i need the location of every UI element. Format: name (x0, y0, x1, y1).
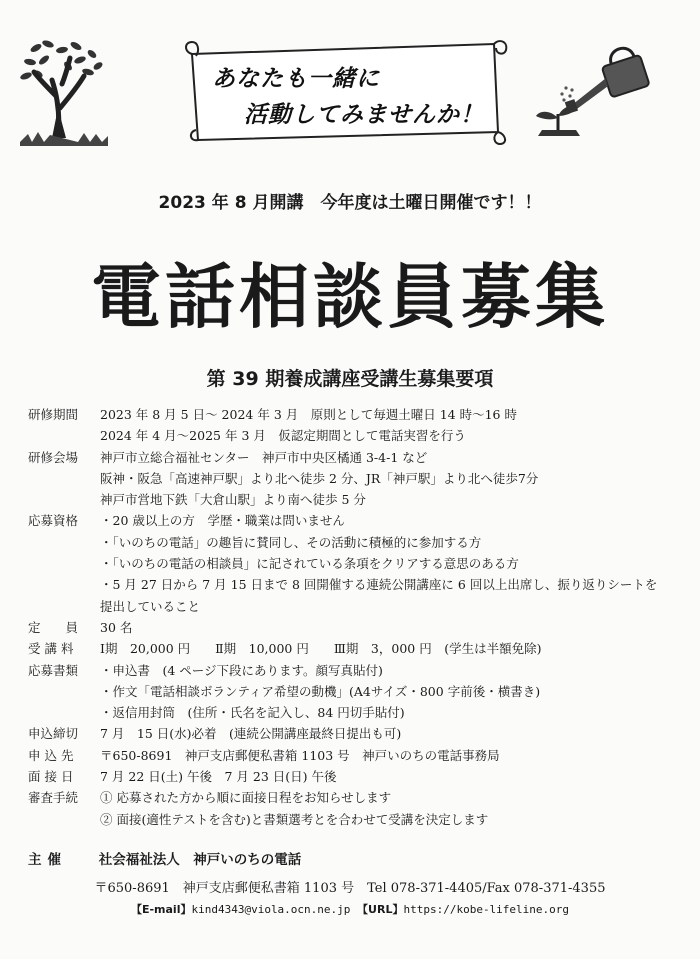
address-line: 〒650-8691 神戸支店郵便私書箱 1103 号 Tel 078-371-4405/Fax 078-371-4355 (94, 881, 606, 896)
detail-value (100, 638, 688, 659)
detail-line: 30 名 (100, 619, 133, 635)
detail-line: ① 応募された方から順に面接日程をお知らせします (100, 790, 392, 806)
detail-label: 研修会場 (28, 449, 79, 465)
watering-can-sprout-icon (530, 38, 660, 138)
main-title: 電話相談員募集 (91, 256, 609, 338)
section-heading: 第 39 期養成講座受講生募集要項 (206, 368, 494, 390)
detail-row (28, 660, 688, 724)
detail-value (100, 787, 688, 830)
detail-line: 提出していること (100, 598, 201, 614)
detail-value (100, 447, 688, 511)
organizer-name: 社会福祉法人 神戸いのちの電話 (98, 852, 302, 868)
detail-row (28, 723, 688, 744)
banner-line-2: 活動してみませんか！ (244, 102, 484, 128)
detail-label: 審査手続 (28, 790, 79, 806)
detail-row (28, 510, 688, 616)
detail-line: ・作文「電話相談ボランティア希望の動機」(A4サイズ・800 字前後・横書き) (100, 683, 541, 699)
detail-value (100, 745, 688, 766)
detail-line: ・申込書 (4 ページ下段にあります。顔写真貼付) (100, 662, 383, 678)
tree-illustration-icon (18, 38, 110, 148)
detail-label: 研修期間 (28, 407, 79, 422)
detail-line: 〒650-8691 神戸支店郵便私書箱 1103 号 神戸いのちの電話事務局 (100, 747, 500, 763)
detail-line: ・「いのちの電話の相談員」に記されている条項をクリアする意思のある方 (100, 556, 519, 572)
detail-value (100, 660, 688, 724)
subtitle: 2023 年 8 月開講 今年度は土曜日開催です！！ (158, 193, 542, 213)
detail-label: 申 込 先 (28, 747, 74, 763)
detail-line: 2024 年 4 月～2025 年 3 月 仮認定期間として電話実習を行う (100, 428, 466, 444)
detail-line: 神戸市立総合福祉センター 神戸市中央区橘通 3-4-1 など (100, 449, 428, 465)
email-address[interactable]: kind4343@viola.ocn.ne.jp (191, 903, 351, 916)
detail-line: ・5 月 27 日から 7 月 15 日まで 8 回開催する連続公開講座に 6 回以上出席し、振り返りシートを (100, 577, 658, 593)
detail-label: 応募書類 (28, 662, 79, 678)
detail-line: 阪神・阪急「高速神戸駅」より北へ徒歩 2 分、JR「神戸駅」より北へ徒歩7分 (100, 470, 539, 486)
detail-label: 受 講 料 (28, 641, 74, 657)
detail-value (100, 617, 688, 638)
detail-row (28, 787, 688, 830)
detail-label: 申込締切 (28, 726, 79, 742)
detail-row (28, 638, 688, 659)
banner-line-1: あなたも一緒に (212, 66, 380, 92)
detail-line: ・20 歳以上の方 学歴・職業は問いません (100, 513, 345, 529)
detail-line: 7 月 15 日(水)必着 (連続公開講座最終日提出も可) (100, 726, 402, 742)
detail-line: ② 面接(適性テストを含む)と書類選考とを合わせて受講を決定します (100, 811, 489, 827)
detail-line: 7 月 22 日(土) 午後 7 月 23 日(日) 午後 (100, 769, 337, 785)
detail-label: 応募資格 (28, 513, 79, 529)
url-label: 【URL】 (357, 903, 404, 916)
email-label: 【E-mail】 (130, 903, 192, 916)
detail-line: 2023 年 8 月 5 日～ 2024 年 3 月 原則として毎週土曜日 14 時～16 時 (100, 407, 517, 422)
detail-row (28, 766, 688, 787)
detail-value (100, 404, 688, 447)
detail-row (28, 745, 688, 766)
detail-line: ・返信用封筒 (住所・氏名を記入し、84 円切手貼付) (100, 705, 405, 721)
detail-value (100, 723, 688, 744)
detail-label: 面 接 日 (28, 769, 74, 785)
detail-label: 定 員 (28, 619, 79, 635)
detail-row (28, 617, 688, 638)
details-list (28, 404, 688, 830)
detail-row (28, 404, 688, 447)
detail-line: ・「いのちの電話」の趣旨に賛同し、その活動に積極的に参加する方 (100, 534, 482, 550)
detail-line: Ⅰ期 20,000 円 Ⅱ期 10,000 円 Ⅲ期 3，000 円 (学生は半額免除) (100, 641, 542, 657)
detail-row (28, 447, 688, 511)
detail-value (100, 766, 688, 787)
organizer (28, 848, 301, 868)
website-url[interactable]: https://kobe-lifeline.org (403, 903, 570, 916)
contact-line (0, 901, 700, 917)
detail-line: 神戸市営地下鉄「大倉山駅」より南へ徒歩 5 分 (100, 492, 366, 508)
detail-value (100, 510, 688, 616)
organizer-label: 主催 (28, 852, 67, 868)
